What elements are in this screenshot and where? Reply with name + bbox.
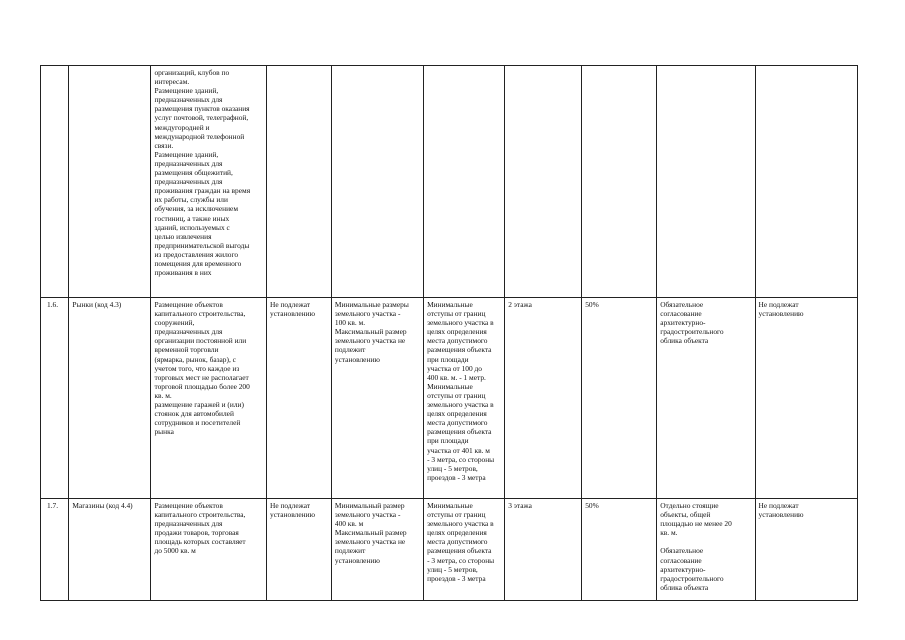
plot-size-cell xyxy=(331,499,423,601)
setbacks-cell xyxy=(424,66,505,298)
cell-text-line: при площади xyxy=(427,436,469,446)
setbacks-cell xyxy=(424,298,505,499)
cell-text-line: 400 кв. м. - 1 метр. xyxy=(427,372,486,382)
cell-text-line: Обязательное xyxy=(660,300,704,309)
cell-text-line: Обязательное xyxy=(660,546,704,556)
cell-text-line: Минимальные размеры xyxy=(334,300,409,309)
cell-text-line: междугородней и xyxy=(154,122,210,132)
conditions-cell xyxy=(657,66,755,298)
cell-text-line: услуг почтовой, телеграфной, xyxy=(154,113,249,123)
cell-text-line: их работы, службы или xyxy=(154,195,228,205)
restrictions-cell xyxy=(755,499,857,601)
cell-text-line: архитектурно- xyxy=(660,318,706,328)
cell-text-line: из предоставления жилого xyxy=(154,249,239,259)
cell-text-line: улиц - 5 метров, xyxy=(427,463,478,473)
cell-text-line: установлению xyxy=(758,309,804,319)
cell-text-line: места допустимого xyxy=(427,336,488,346)
cell-text-line: зданий, используемых с xyxy=(154,222,230,232)
cell-text-line: Отдельно стоящие xyxy=(660,501,719,510)
cell-text-line: Не подлежат xyxy=(758,501,799,510)
cell-text-line: 400 кв. м xyxy=(334,519,364,529)
cell-text-line: участка от 100 до xyxy=(427,363,482,373)
use-type-name-cell: Рынки (код 4.3) xyxy=(69,298,151,499)
cell-text-line: - 3 метра, со стороны xyxy=(427,454,495,464)
cell-text-line: интересам. xyxy=(154,77,190,87)
cell-text-line: отступы от границ xyxy=(427,510,486,520)
cell-text-line: Минимальный размер xyxy=(334,501,405,510)
cell-text-line: гостиниц, а также иных xyxy=(154,213,230,223)
cell-text-line: сооружений, xyxy=(154,318,195,328)
restrictions-cell xyxy=(755,66,857,298)
cell-text-line: обучения, за исключением xyxy=(154,204,239,214)
use-type-name-cell xyxy=(69,66,151,298)
cell-text-line: сотрудников и посетителей xyxy=(154,418,241,428)
restrictions-cell xyxy=(755,298,857,499)
cell-text-line: размещение гаражей и (или) xyxy=(154,400,244,410)
cell-text-line: отступы от границ xyxy=(427,309,486,319)
cell-text-line: целях определения xyxy=(427,327,487,337)
cell-text-line: установлению xyxy=(334,555,380,565)
cell-text-line: капитального строительства, xyxy=(154,510,246,520)
row-number-cell: 1.7. xyxy=(41,499,69,601)
cell-text-line: Максимальный размер xyxy=(334,528,407,538)
cell-text-line: места допустимого xyxy=(427,418,488,428)
cell-text-line: градостроительного xyxy=(660,573,724,583)
table-row xyxy=(41,66,858,298)
cell-text-line: площадью не менее 20 xyxy=(660,519,732,529)
cell-text-line: капитального строительства, xyxy=(154,309,246,319)
floors-cell xyxy=(505,66,582,298)
cell-text-line: - 3 метра, со стороны xyxy=(427,555,495,565)
cell-text-line: размещения объекта xyxy=(427,427,492,437)
cell-text-line: учетом того, что каждое из xyxy=(154,363,240,373)
cell-text-line: земельного участка в xyxy=(427,519,494,529)
cell-text-line: торговых мест не располагает xyxy=(154,372,249,382)
cell-text-line: предназначенных для xyxy=(154,519,223,529)
cell-text-line: согласование xyxy=(660,309,702,319)
cell-text-line: проживания в них xyxy=(154,268,212,278)
limits-cell xyxy=(267,66,332,298)
cell-text-line: проживания граждан на время xyxy=(154,186,251,196)
floors-cell: 2 этажа xyxy=(505,298,582,499)
cell-text-line: установлению xyxy=(270,309,316,319)
floors-cell: 3 этажа xyxy=(505,499,582,601)
cell-text-line: установлению xyxy=(270,510,316,520)
cell-text-line: организации постоянной или xyxy=(154,336,247,346)
cell-text-line: кв. м. xyxy=(154,390,172,400)
cell-text-line: предназначенных для xyxy=(154,158,223,168)
cell-text-line: участка от 401 кв. м xyxy=(427,445,490,455)
cell-text-line: установлению xyxy=(758,510,804,520)
cell-text-line: при площади xyxy=(427,354,469,364)
cell-text-line: Не подлежат xyxy=(270,300,311,309)
cell-text-line: архитектурно- xyxy=(660,564,706,574)
cell-text-line: размещения объекта xyxy=(427,345,492,355)
cell-text-line: (ярмарка, рынок, базар), с xyxy=(154,354,236,364)
cell-text-line xyxy=(660,537,751,546)
cell-text-line: Минимальные xyxy=(427,381,473,391)
cell-text-line: согласование xyxy=(660,555,702,565)
setbacks-cell xyxy=(424,499,505,601)
cell-text-line: размещения пунктов оказания xyxy=(154,104,250,114)
cell-text-line: земельного участка не xyxy=(334,336,406,346)
table-row xyxy=(41,499,858,601)
plot-size-cell xyxy=(331,66,423,298)
cell-text-line: Размещение объектов xyxy=(154,501,223,510)
cell-text-line: временной торговли xyxy=(154,345,219,355)
cell-text-line: земельного участка - xyxy=(334,510,401,520)
cell-text-line: отступы от границ xyxy=(427,390,486,400)
cell-text-line: Размещение объектов xyxy=(154,300,223,309)
cell-text-line: рынка xyxy=(154,427,174,437)
cell-text-line: Минимальные xyxy=(427,501,473,510)
cell-text-line: Максимальный размер xyxy=(334,327,407,337)
cell-text-line: продажи товаров, торговая xyxy=(154,528,239,538)
cell-text-line: земельного участка не xyxy=(334,537,406,547)
cell-text-line: целях определения xyxy=(427,528,487,538)
cell-text-line: облика объекта xyxy=(660,582,709,592)
cell-text-line: градостроительного xyxy=(660,327,724,337)
cell-text-line: предпринимательской выгоды xyxy=(154,240,250,250)
use-description-cell xyxy=(151,66,267,298)
cell-text-line: облика объекта xyxy=(660,336,709,346)
cell-text-line: до 5000 кв. м xyxy=(154,546,196,556)
limits-cell xyxy=(267,298,332,499)
cell-text-line: предназначенных для xyxy=(154,95,223,105)
cell-text-line: помещения для временного xyxy=(154,258,242,268)
conditions-cell xyxy=(657,499,755,601)
cell-text-line: объекты, общей xyxy=(660,510,711,520)
row-number-cell xyxy=(41,66,69,298)
cell-text-line: целью извлечения xyxy=(154,231,212,241)
use-type-name-cell: Магазины (код 4.4) xyxy=(69,499,151,601)
cell-text-line: земельного участка - xyxy=(334,309,401,319)
cell-text-line: проездов - 3 метра xyxy=(427,573,486,583)
cell-text-line: земельного участка в xyxy=(427,400,494,410)
cell-text-line: земельного участка в xyxy=(427,318,494,328)
cell-text-line: целях определения xyxy=(427,409,487,419)
use-description-cell xyxy=(151,499,267,601)
zoning-regulations-table xyxy=(40,65,858,601)
cell-text-line: размещения общежитий, xyxy=(154,168,233,178)
cell-text-line: Не подлежат xyxy=(758,300,799,309)
use-description-cell xyxy=(151,298,267,499)
cell-text-line: связи. xyxy=(154,140,174,150)
cell-text-line: Минимальные xyxy=(427,300,473,309)
cell-text-line: кв. м. xyxy=(660,528,678,538)
conditions-cell xyxy=(657,298,755,499)
cell-text-line: 100 кв. м. xyxy=(334,318,366,328)
cell-text-line: стоянок для автомобилей xyxy=(154,409,234,419)
cell-text-line: Не подлежат xyxy=(270,501,311,510)
cell-text-line: торговой площадью более 200 xyxy=(154,381,250,391)
cell-text-line: подлежит xyxy=(334,546,366,556)
cell-text-line: улиц - 5 метров, xyxy=(427,564,478,574)
cell-text-line: Размещение зданий, xyxy=(154,86,219,96)
cell-text-line: предназначенных для xyxy=(154,327,223,337)
cell-text-line: установлению xyxy=(334,354,380,364)
cell-text-line: международной телефонной xyxy=(154,131,245,141)
cell-text-line: проездов - 3 метра xyxy=(427,472,486,482)
table-row xyxy=(41,298,858,499)
cell-text-line: организаций, клубов по xyxy=(154,68,230,77)
plot-size-cell xyxy=(331,298,423,499)
row-number-cell: 1.6. xyxy=(41,298,69,499)
cell-text-line: предназначенных для xyxy=(154,177,223,187)
cell-text-line: Размещение зданий, xyxy=(154,149,219,159)
cell-text-line: размещения объекта xyxy=(427,546,492,556)
cell-text-line: площадь которых составляет xyxy=(154,537,246,547)
cell-text-line: места допустимого xyxy=(427,537,488,547)
coverage-cell: 50% xyxy=(582,499,657,601)
limits-cell xyxy=(267,499,332,601)
cell-text-line: подлежит xyxy=(334,345,366,355)
coverage-cell xyxy=(582,66,657,298)
coverage-cell: 50% xyxy=(582,298,657,499)
